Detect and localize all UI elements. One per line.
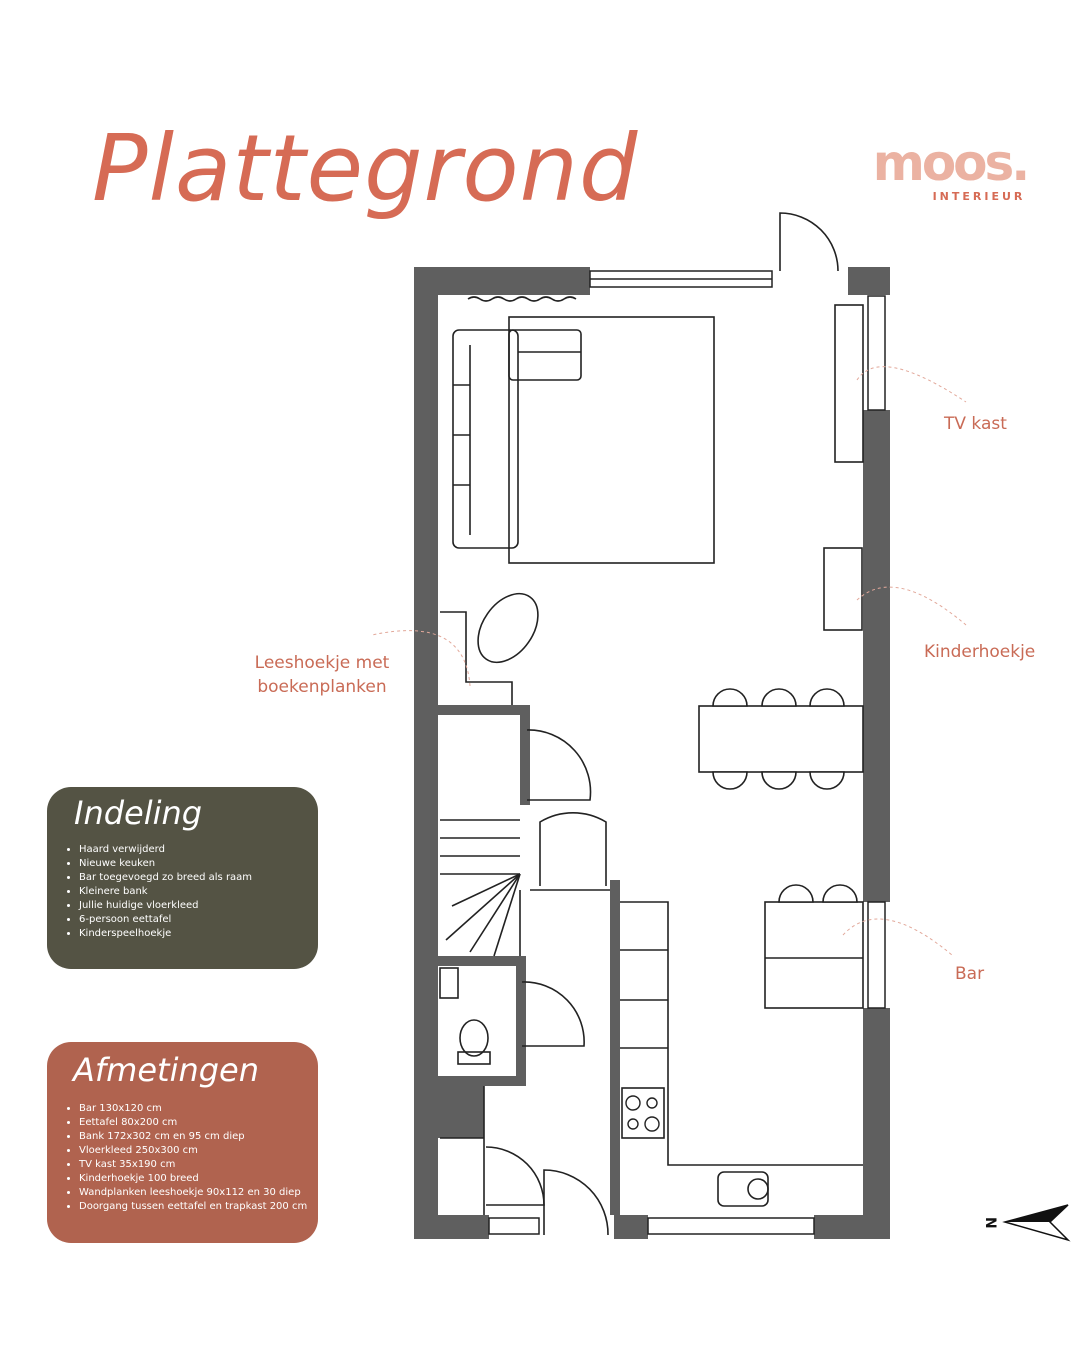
reading-chair: [466, 583, 551, 674]
washbasin: [440, 968, 458, 998]
label-leeshoekje-line1: Leeshoekje met: [254, 653, 390, 673]
tv-cabinet: [835, 305, 863, 462]
dining-chairs: [713, 689, 857, 902]
inner-block: [438, 1076, 484, 1138]
inner-wall-wc-side: [516, 956, 526, 1086]
outer-walls: [414, 267, 890, 1239]
list-item: • TV kast 35x190 cm: [79, 1158, 318, 1172]
bar-counter: [765, 902, 863, 1008]
inner-wall-wc-top: [438, 956, 526, 966]
list-item: • Nieuwe keuken: [79, 857, 318, 871]
cooktop: [622, 1088, 664, 1138]
dining-table: [699, 706, 863, 772]
label-leeshoekje-line2: boekenplanken: [257, 677, 387, 697]
kitchen-counter: [620, 902, 863, 1165]
label-tv-kast: TV kast: [944, 414, 1007, 434]
east-window-bar: [868, 902, 885, 1008]
south-wall-c: [414, 1215, 489, 1239]
rug: [509, 317, 714, 563]
list-item: • Haard verwijderd: [79, 843, 318, 857]
list-item: • Bank 172x302 cm en 95 cm diep: [79, 1130, 318, 1144]
door-stairs: [527, 730, 591, 800]
indeling-list: [47, 843, 318, 941]
list-item: • Bar 130x120 cm: [79, 1102, 318, 1116]
west-wall: [414, 267, 438, 1239]
reading-shelves: [440, 612, 512, 705]
logo-wordmark: moos.: [872, 134, 1028, 192]
east-wall-middle: [863, 410, 890, 902]
list-item: • Bar toegevoegd zo breed als raam: [79, 871, 318, 885]
inner-wall-stairs-top: [438, 705, 530, 715]
kitchen-sink: [718, 1172, 768, 1206]
list-item: • 6-persoon eettafel: [79, 913, 318, 927]
south-wall-a: [614, 1215, 648, 1239]
afmetingen-title: Afmetingen: [73, 1051, 260, 1089]
label-bar: Bar: [955, 964, 985, 984]
list-item: • Doorgang tussen eettafel en trapkast 200 cm: [79, 1200, 318, 1214]
door-south: [544, 1170, 608, 1235]
list-item: • Eettafel 80x200 cm: [79, 1116, 318, 1130]
page-title: Plattegrond: [92, 115, 639, 222]
label-leeshoekje: [238, 651, 406, 699]
indeling-card: [47, 787, 318, 969]
inner-wall-kitchen: [610, 880, 620, 1215]
afmetingen-list: [47, 1102, 318, 1214]
south-wall-b: [814, 1215, 890, 1239]
south-window: [648, 1218, 814, 1234]
east-wall-lower: [863, 1008, 890, 1239]
north-wall-left: [414, 267, 590, 295]
list-item: • Kleinere bank: [79, 885, 318, 899]
door-wc: [522, 982, 584, 1046]
windows: [489, 271, 885, 1234]
door-utility: [486, 1147, 544, 1205]
indeling-title: Indeling: [74, 794, 203, 832]
list-item: • Kinderspeelhoekje: [79, 927, 318, 941]
north-arrow: [982, 1205, 1068, 1240]
south-window-small: [489, 1218, 539, 1234]
inner-wall-stairs-side: [520, 705, 530, 805]
compass-letter: N: [982, 1217, 998, 1229]
sofa-corner: [509, 330, 581, 380]
radiator: [468, 297, 576, 301]
door-hall: [540, 813, 606, 886]
kids-corner-shelf: [824, 548, 862, 630]
north-wall-right: [848, 267, 890, 295]
arrow-bar: [843, 919, 952, 955]
list-item: • Kinderhoekje 100 breed: [79, 1172, 318, 1186]
logo-subtitle: INTERIEUR: [932, 190, 1026, 203]
afmetingen-card: [47, 1042, 318, 1243]
list-item: • Jullie huidige vloerkleed: [79, 899, 318, 913]
front-door: [780, 213, 838, 271]
toilet: [460, 1020, 488, 1056]
list-item: • Vloerkleed 250x300 cm: [79, 1144, 318, 1158]
label-kinderhoekje: Kinderhoekje: [924, 642, 1036, 662]
burners: [626, 1096, 659, 1131]
staircase: [440, 820, 520, 956]
east-window-top: [868, 296, 885, 410]
list-item: • Wandplanken leeshoekje 90x112 en 30 diep: [79, 1186, 318, 1200]
